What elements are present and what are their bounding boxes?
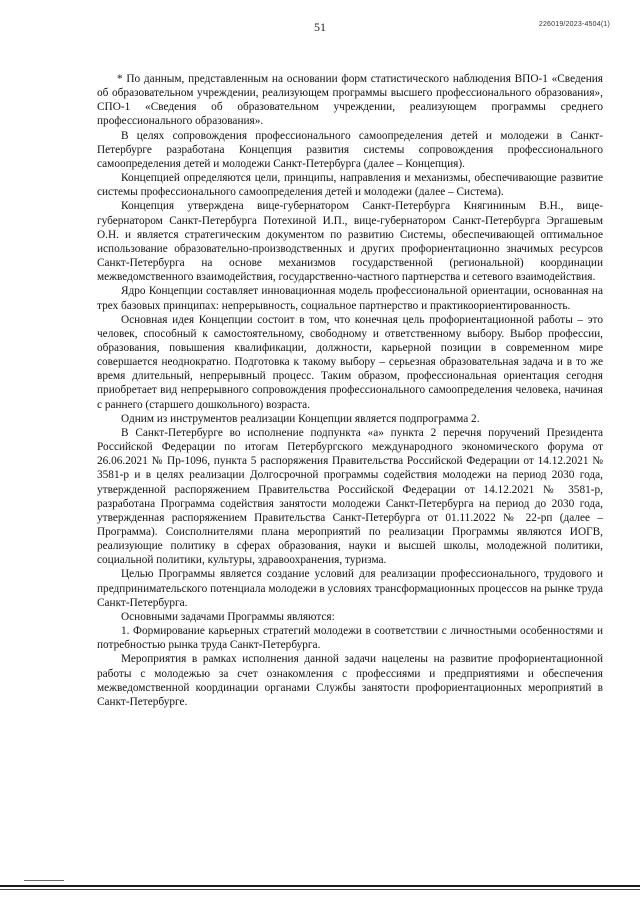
body-paragraph: Ядро Концепции составляет инновационная модель профессиональной ориентации, основанная на трех базовых принципах: непрерывность, социальное партнерство и практикоориентированность. [97, 285, 603, 312]
body-paragraph: Концепцией определяются цели, принципы, направления и механизмы, обеспечивающие развитие системы профессионального самоопределения детей и молодежи (далее – Система). [97, 172, 603, 199]
body-paragraph: В целях сопровождения профессионального самоопределения детей и молодежи в Санкт-Петербурге разработана Концепция развития системы сопровождения профессионального самоопределения детей и молодежи Санкт-Петербурга (далее – Концепция). [97, 129, 603, 170]
body-paragraph: Одним из инструментов реализации Концепции является подпрограмма 2. [121, 412, 480, 425]
body-paragraph: В Санкт-Петербурге во исполнение подпункта «а» пункта 2 перечня поручений Президента Российской Федерации по итогам Петербургского международного экономического форума от 26.06.2021 № Пр-1096, пункта 5 распоряжения Правительства Российской Федерации от 14.12.2021 № 3581-р и в целях реализации Долгосрочной программы содействия молодежи на период 2030 года, утвержденной распоряжением Правительства Российской Федерации от 14.12.2021 № 3581-р, разработана Программа содействия занятости молодежи Санкт-Петербурга на период до 2030 года, утвержденная распоряжением Правительства Санкт-Петербурга от 01.11.2022 № 22-рп (далее – Программа). Соисполнителями плана мероприятий по реализации Программы являются ИОГВ, реализующие политику в сферах образования, науки и высшей школы, молодежной политики, социальной политики, культуры, здравоохранения, туризма. [97, 426, 603, 567]
scan-edge-mark [24, 880, 64, 881]
body-paragraph: Основными задачами Программы являются: [121, 610, 335, 623]
body-paragraph: Основная идея Концепции состоит в том, что конечная цель профориентационной работы – это человек, способный к самостоятельному, свободному и ответственному выбору. Выбор профессии, образования, повышения квалификации, должности, карьерной позиции в современном мире совершается неоднократно. Подготовка к такому выбору – серьезная образовательная задача и в то же время длительный, непрерывный процесс. Таким образом, профессиональная ориентация сегодня приобретает вид непрерывного сопровождения профессионального самоопределения человека, начиная с раннего (старшего дошкольного) возраста. [97, 313, 603, 411]
scan-bottom-rule [0, 885, 640, 887]
body-paragraph: Целью Программы является создание условий для реализации профессионального, трудового и предпринимательского потенциала молодежи в условиях трансформационных процессов на рынке труда Санкт-Петербурга. [97, 568, 603, 609]
footnote-paragraph: * По данным, представленным на основании форм статистического наблюдения ВПО-1 «Сведения об образовательном учреждении, реализующем программы высшего профессионального образования», СПО-1 «Сведения об образовательном учреждении, реализующем программы среднего профессионального образования». [97, 73, 603, 128]
body-paragraph: Мероприятия в рамках исполнения данной задачи нацелены на развитие профориентационной работы с молодежью за счет ознакомления с профессиями и предприятиями и обеспечения межведомственной координации органами Службы занятости профориентационных мероприятий в Санкт-Петербурге. [97, 653, 603, 708]
task-list-item: 1. Формирование карьерных стратегий молодежи в соответствии с личностными особенностями и потребностью рынка труда Санкт-Петербурга. [97, 625, 603, 652]
document-registration-code: 226019/2023-4504(1) [538, 21, 610, 28]
page-number: 51 [314, 20, 326, 34]
scan-bottom-rule-thin [0, 889, 640, 890]
document-body [97, 72, 603, 709]
body-paragraph: Концепция утверждена вице-губернатором Санкт-Петербурга Княгининым В.Н., вице-губернатором Санкт-Петербурга Потехиной И.П., вице-губернатором Санкт-Петербурга Эргашевым О.Н. и является стратегическим документом по развитию Системы, обеспечивающей оптимальное использование образовательно-производственных и других профориентационно значимых ресурсов Санкт-Петербурга на основе механизмов государственной (региональной) координации межведомственного взаимодействия, государственно-частного партнерства и сетевого взаимодействия. [97, 200, 603, 284]
